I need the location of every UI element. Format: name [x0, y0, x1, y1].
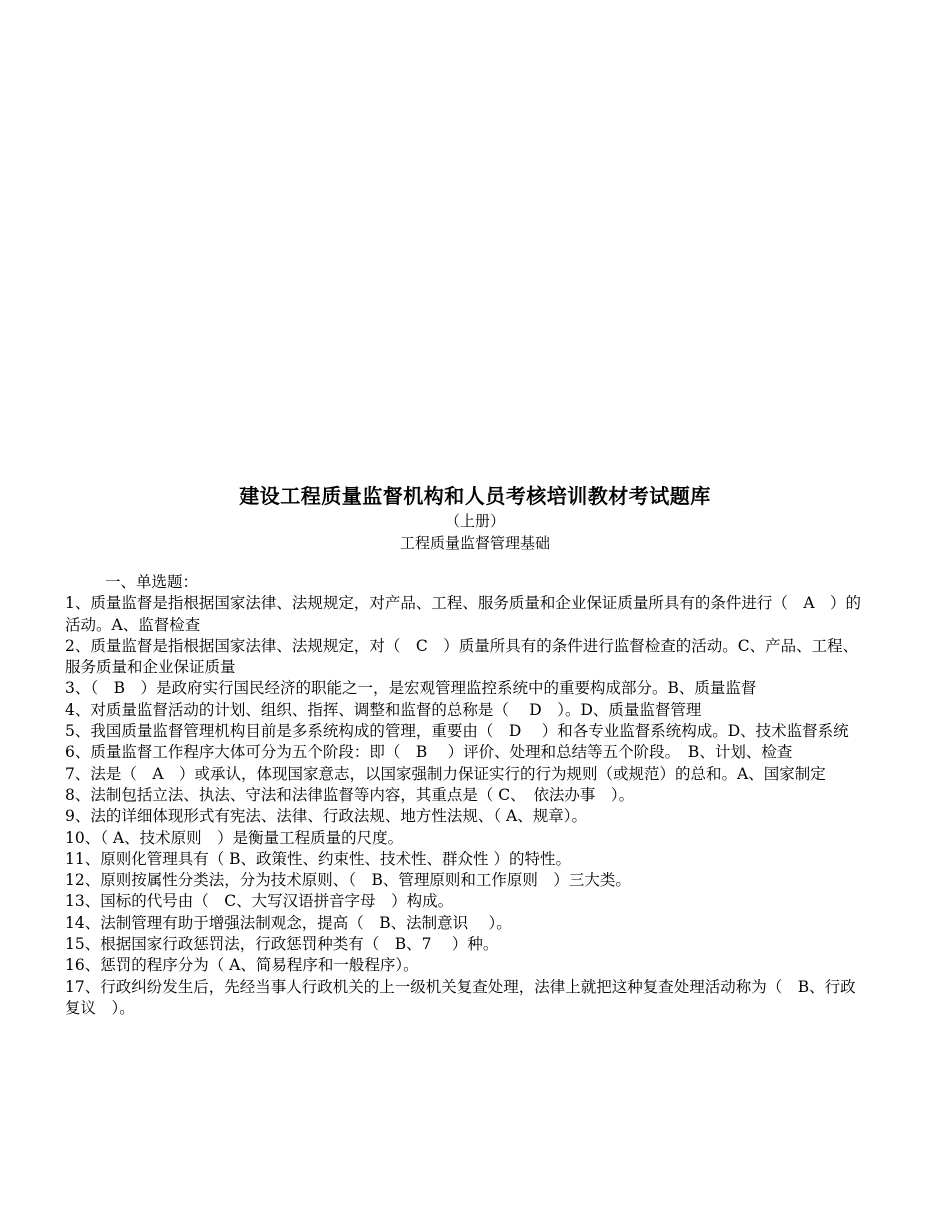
document-title: 建设工程质量监督机构和人员考核培训教材考试题库 — [239, 484, 711, 508]
volume-label: （上册） — [444, 512, 505, 530]
question-item: 1、质量监督是指根据国家法律、法规规定，对产品、工程、服务质量和企业保证质量所具有的条件进行（ A ）的活动。A、监督检查 — [65, 594, 862, 634]
question-item: 16、惩罚的程序分为（ A、简易程序和一般程序）。 — [65, 956, 419, 975]
question-list — [65, 572, 865, 1019]
question-item: 14、法制管理有助于增强法制观念，提高（ B、法制意识 ）。 — [65, 913, 512, 932]
section-heading: 一、单选题： — [105, 573, 199, 591]
question-item: 12、原则按属性分类法，分为技术原则、（ B、管理原则和工作原则 ）三大类。 — [65, 871, 631, 890]
question-item: 8、法制包括立法、执法、守法和法律监督等内容，其重点是（ C、 依法办事 ）。 — [65, 785, 635, 804]
question-item: 17、行政纠纷发生后，先经当事人行政机关的上一级机关复查处理，法律上就把这种复查处理活动称为（ B、行政复议 ）。 — [65, 977, 856, 1017]
subject-title: 工程质量监督管理基础 — [399, 534, 550, 552]
title-block — [0, 482, 950, 554]
question-item: 5、我国质量监督管理机构目前是多系统构成的管理，重要由（ D ）和各专业监督系统构成。D、技术监督系统 — [65, 722, 849, 741]
question-item: 15、根据国家行政惩罚法，行政惩罚种类有（ B、7 ）种。 — [65, 935, 499, 954]
question-item: 11、原则化管理具有（ B、政策性、约束性、技术性、群众性 ）的特性。 — [65, 849, 571, 868]
question-item: 9、法的详细体现形式有宪法、法律、行政法规、地方性法规、（ A、规章）。 — [65, 807, 587, 826]
question-item: 6、质量监督工作程序大体可分为五个阶段：即（ B ）评价、处理和总结等五个阶段。 B、计划、检查 — [65, 743, 793, 762]
question-item: 3、（ B ）是政府实行国民经济的职能之一，是宏观管理监控系统中的重要构成部分。B、质量监督 — [65, 679, 757, 698]
question-item: 4、对质量监督活动的计划、组织、指挥、调整和监督的总称是（ D ）。D、质量监督管理 — [65, 700, 702, 719]
question-item: 10、（ A、技术原则 ）是衡量工程质量的尺度。 — [65, 828, 404, 847]
question-item: 7、法是（ A ）或承认，体现国家意志，以国家强制力保证实行的行为规则（或规范）的总和。A、国家制定 — [65, 764, 826, 783]
question-item: 2、质量监督是指根据国家法律、法规规定，对（ C ）质量所具有的条件进行监督检查的活动。C、产品、工程、服务质量和企业保证质量 — [65, 636, 859, 677]
question-item: 13、国标的代号由（ C、大写汉语拼音字母 ）构成。 — [65, 892, 454, 911]
